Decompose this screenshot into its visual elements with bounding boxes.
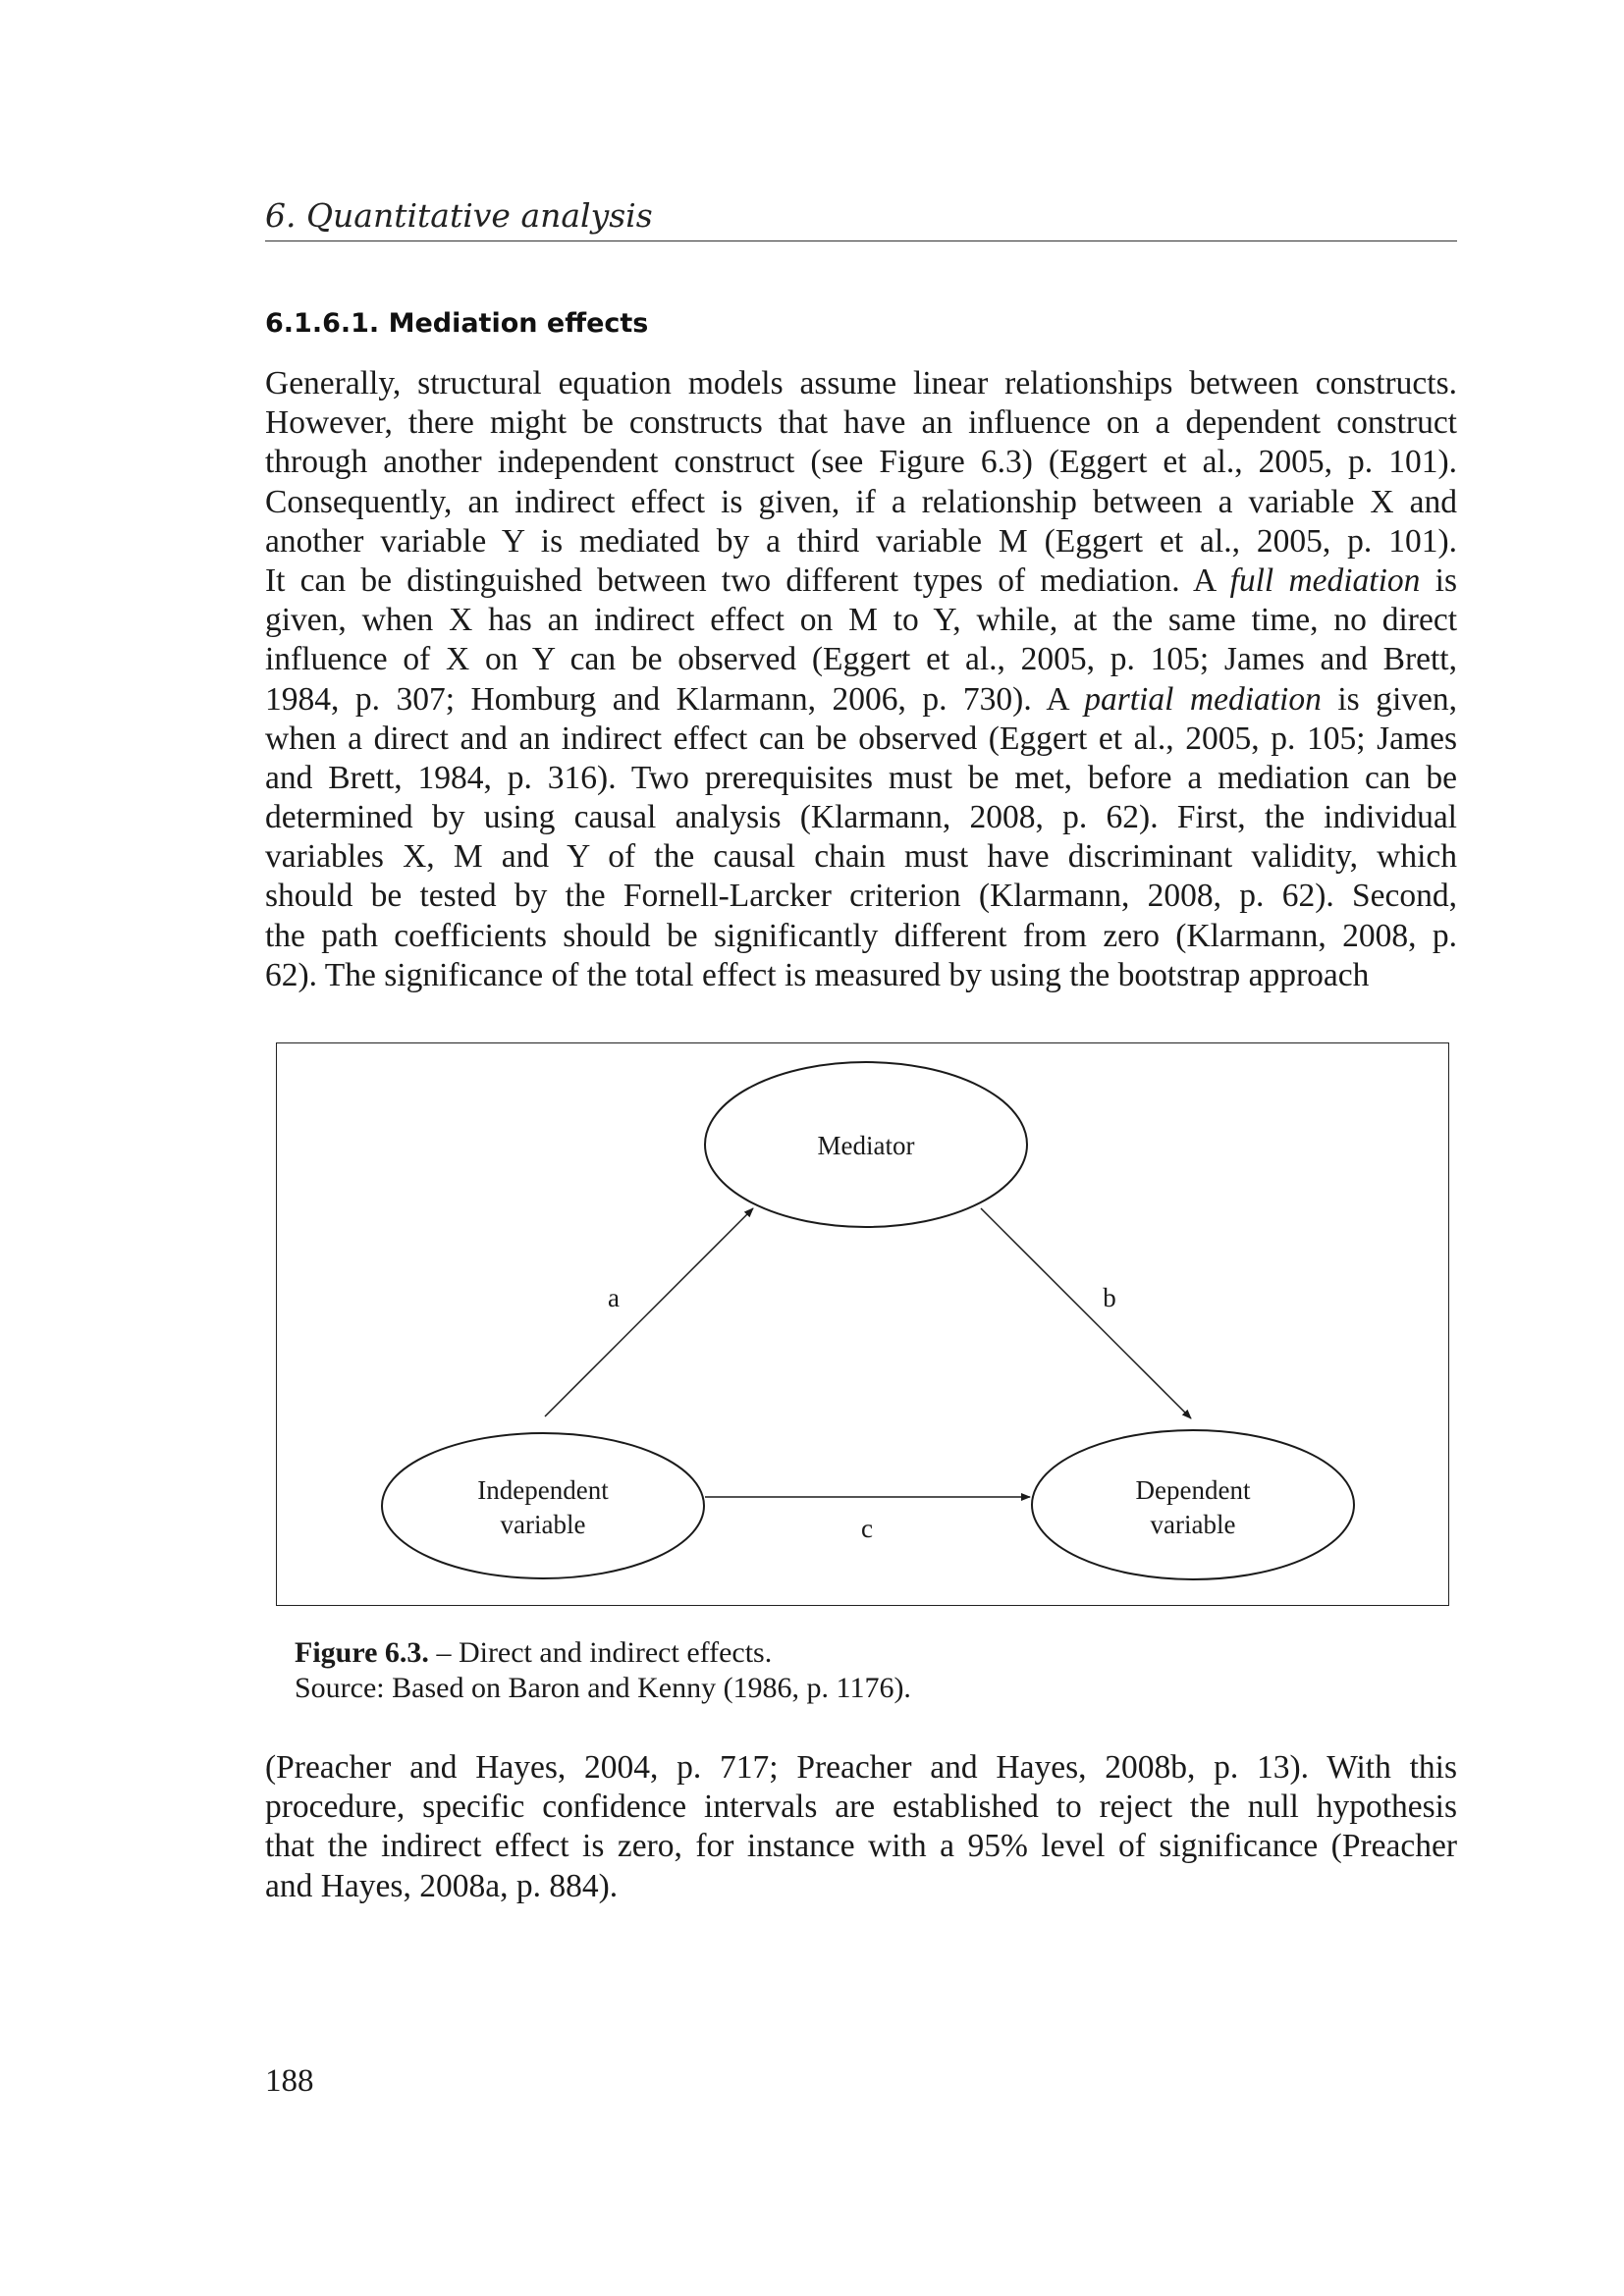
text-segment: when a direct and an indirect effect can be observed (Eggert et al., 2005, p. 105; James (265, 720, 1457, 757)
body-paragraph-1 (265, 364, 1457, 995)
body-paragraph-2 (265, 1748, 1457, 1906)
text-segment: Consequently, an indirect effect is given, if a relationship between a variable X and (265, 483, 1457, 520)
text-segment: given, when X has an indirect effect on M to Y, while, at the same time, no direct (265, 602, 1457, 639)
dependent-label-line-2: variable (1150, 1510, 1236, 1539)
path-a-arrow (545, 1208, 753, 1416)
text-line (265, 1748, 1457, 1788)
text-line (265, 403, 1457, 443)
dependent-variable-node (1032, 1430, 1354, 1579)
text-segment: 62). The significance of the total effect is measured by using the bootstrap approach (265, 956, 1370, 993)
text-segment: that the indirect effect is zero, for instance with a 95% level of significance (Preacher (265, 1828, 1457, 1865)
text-line (265, 640, 1457, 679)
text-line (265, 917, 1457, 956)
text-line (265, 561, 1457, 601)
section-title: 6.1.6.1. Mediation effects (265, 308, 649, 339)
text-segment: influence of X on Y can be observed (Eggert et al., 2005, p. 105; James and Brett, (265, 641, 1457, 678)
text-segment: procedure, specific confidence intervals are established to reject the null hypothesis (265, 1789, 1457, 1826)
text-line (265, 483, 1457, 522)
figure-source: Source: Based on Baron and Kenny (1986, p. 1176). (295, 1672, 911, 1704)
mediation-diagram (277, 1043, 1450, 1607)
text-line (265, 443, 1457, 482)
dependent-label-line-1: Dependent (1135, 1475, 1251, 1505)
header-rule (265, 240, 1457, 241)
mediator-label: Mediator (817, 1131, 915, 1160)
mediation-figure (276, 1042, 1449, 1606)
text-line (265, 1788, 1457, 1827)
text-line (265, 601, 1457, 640)
text-segment: and Hayes, 2008a, p. 884). (265, 1867, 619, 1904)
text-segment: (Preacher and Hayes, 2004, p. 717; Preacher and Hayes, 2008b, p. 13). With this (265, 1749, 1457, 1786)
text-line (265, 759, 1457, 798)
text-segment: is (1420, 561, 1457, 599)
italic-term: partial mediation (1084, 680, 1322, 718)
text-segment: through another independent construct (see Figure 6.3) (Eggert et al., 2005, p. 101). (265, 444, 1457, 481)
independent-label-line-2: variable (500, 1510, 586, 1539)
text-segment: However, there might be constructs that have an influence on a dependent construct (265, 404, 1457, 442)
running-head: 6. Quantitative analysis (265, 196, 653, 235)
text-line (265, 720, 1457, 759)
independent-label-line-1: Independent (477, 1475, 609, 1505)
independent-variable-node (382, 1433, 704, 1578)
text-segment: the path coefficients should be significantly different from zero (Klarmann, 2008, p. (265, 917, 1457, 954)
text-segment: It can be distinguished between two different types of mediation. A (265, 561, 1230, 599)
text-line (265, 798, 1457, 837)
text-line (265, 1827, 1457, 1866)
text-line (265, 522, 1457, 561)
text-segment: should be tested by the Fornell-Larcker criterion (Klarmann, 2008, p. 62). Second, (265, 878, 1457, 915)
text-segment: determined by using causal analysis (Klarmann, 2008, p. 62). First, the individual (265, 799, 1457, 836)
text-segment: Generally, structural equation models assume linear relationships between constructs. (265, 365, 1457, 401)
text-line (265, 680, 1457, 720)
path-b-label: b (1103, 1283, 1116, 1312)
text-segment: variables X, M and Y of the causal chain must have discriminant validity, which (265, 838, 1457, 876)
text-segment: another variable Y is mediated by a third variable M (Eggert et al., 2005, p. 101). (265, 522, 1457, 560)
text-line (265, 1867, 1457, 1906)
italic-term: full mediation (1229, 561, 1421, 599)
text-segment: 1984, p. 307; Homburg and Klarmann, 2006, p. 730). A (265, 680, 1085, 718)
text-segment: is given, (1321, 680, 1457, 718)
page-number: 188 (265, 2063, 314, 2099)
path-c-label: c (861, 1514, 873, 1543)
figure-caption-text: – Direct and indirect effects. (428, 1636, 773, 1669)
figure-caption (295, 1635, 911, 1706)
path-b-arrow (981, 1208, 1191, 1418)
text-line (265, 877, 1457, 916)
figure-label: Figure 6.3. (295, 1636, 429, 1669)
text-line (265, 364, 1457, 403)
text-segment: and Brett, 1984, p. 316). Two prerequisites must be met, before a mediation can be (265, 759, 1457, 796)
text-line (265, 837, 1457, 877)
text-line (265, 956, 1457, 995)
path-a-label: a (608, 1283, 620, 1312)
